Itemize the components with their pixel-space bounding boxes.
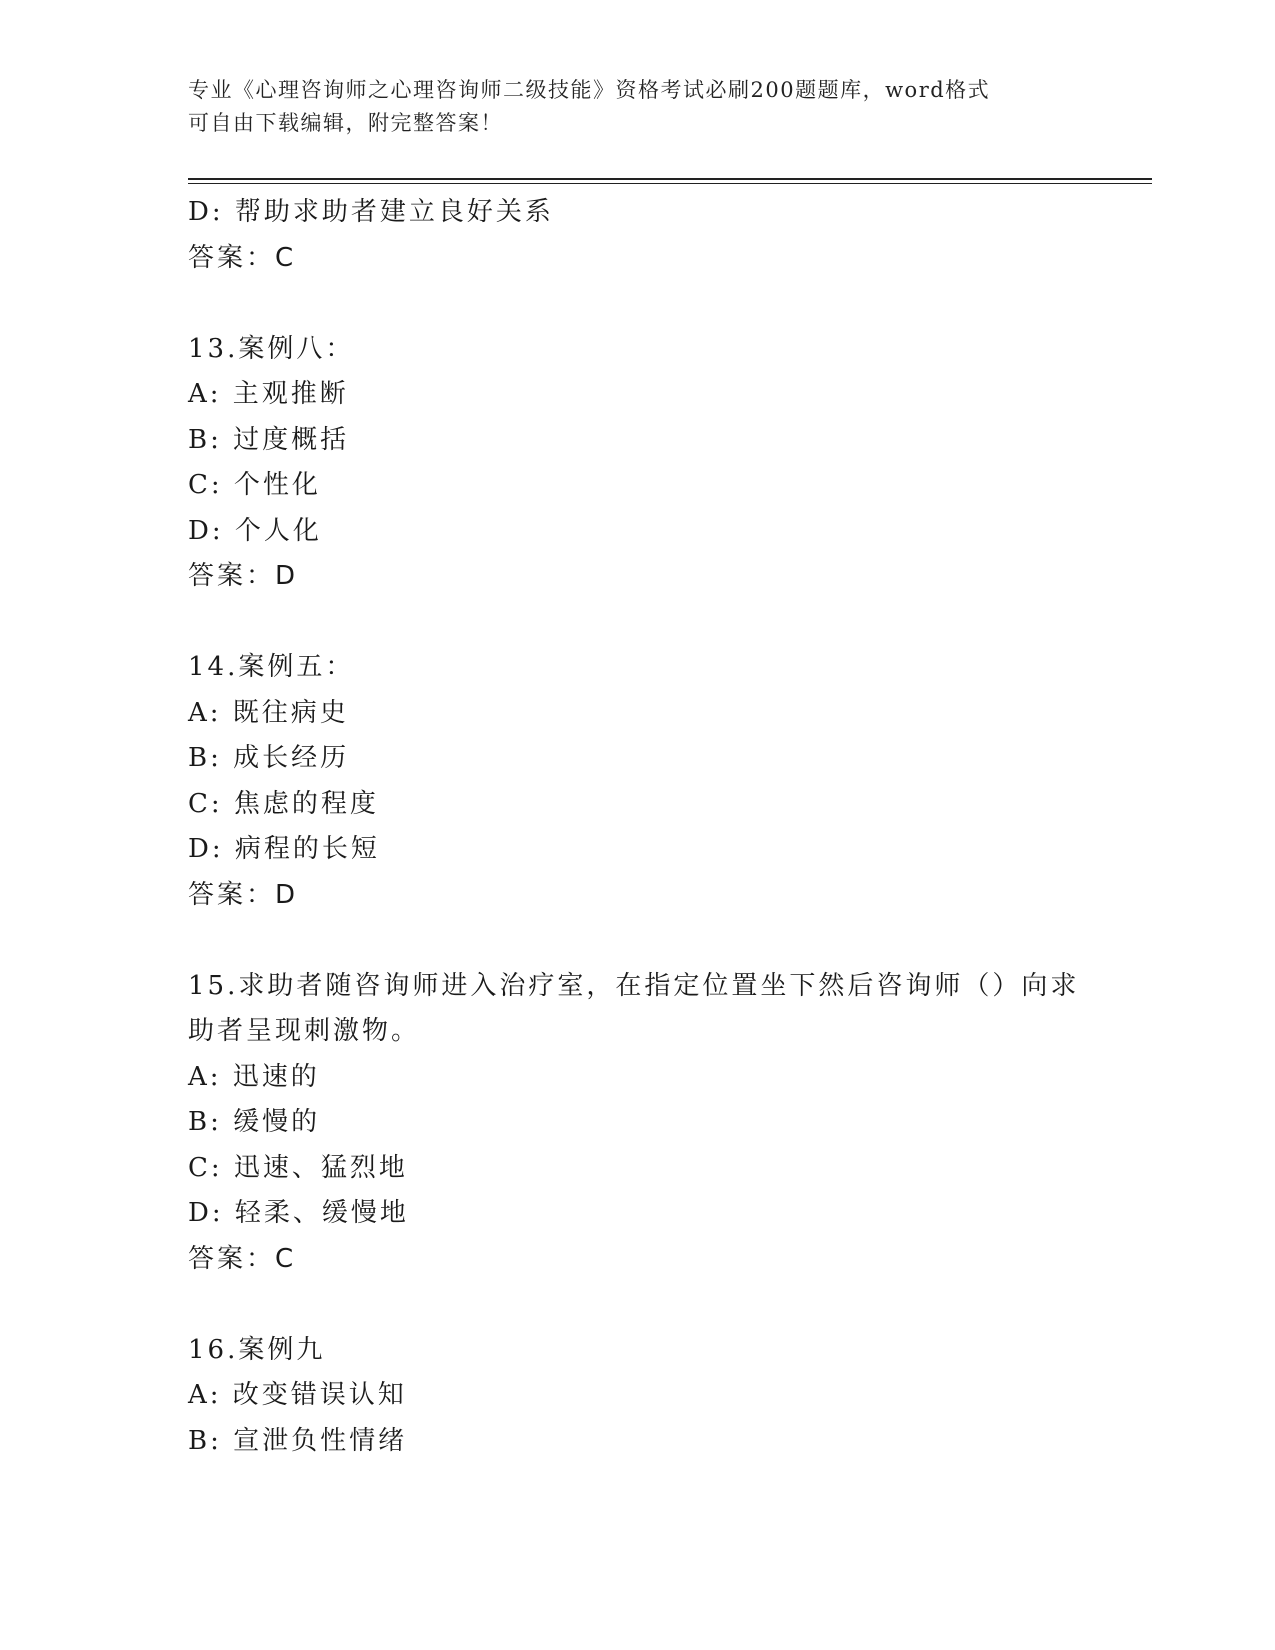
question-stem: 13.案例八： — [188, 333, 355, 364]
option-a: A: 主观推断 — [188, 379, 349, 409]
option-b: B: 缓慢的 — [188, 1107, 321, 1137]
question-stem-line-2: 助者呈现刺激物。 — [188, 1016, 421, 1046]
question-14 — [188, 645, 1088, 918]
option-c: C: 迅速、猛烈地 — [188, 1152, 408, 1183]
document-header — [188, 74, 1088, 140]
answer: 答案：C — [188, 1243, 297, 1274]
answer: 答案：D — [188, 561, 299, 591]
question-stem-line-1: 15.求助者随咨询师进入治疗室，在指定位置坐下然后咨询师（）向求 — [188, 970, 1080, 1001]
option-a: A: 改变错误认知 — [188, 1380, 407, 1410]
option-b: B: 过度概括 — [188, 424, 350, 455]
option-a: A: 迅速的 — [188, 1061, 320, 1092]
option-b: B: 成长经历 — [188, 743, 350, 773]
option-c: C: 个性化 — [188, 470, 321, 500]
question-16 — [188, 1328, 1088, 1465]
header-rule-thick — [188, 178, 1152, 180]
spacer — [188, 281, 1088, 327]
option-c: C: 焦虑的程度 — [188, 788, 379, 819]
option-d: D: 帮助求助者建立良好关系 — [188, 197, 554, 227]
header-rule-thin — [188, 183, 1152, 184]
answer: 答案：D — [188, 879, 299, 910]
answer: 答案：C — [188, 242, 297, 273]
option-a: A: 既往病史 — [188, 697, 349, 728]
question-list — [188, 190, 1088, 1464]
option-d: D: 轻柔、缓慢地 — [188, 1198, 409, 1228]
option-d: D: 个人化 — [188, 515, 322, 546]
option-d: D: 病程的长短 — [188, 834, 380, 864]
spacer — [188, 918, 1088, 964]
option-b: B: 宣泄负性情绪 — [188, 1425, 408, 1456]
header-line-1: 专业《心理咨询师之心理咨询师二级技能》资格考试必刷200题题库，word格式 — [188, 78, 991, 102]
question-stem: 14.案例五： — [188, 652, 355, 682]
question-15 — [188, 964, 1088, 1283]
question-stem: 16.案例九 — [188, 1334, 326, 1365]
question-13 — [188, 327, 1088, 600]
header-line-2: 可自由下载编辑，附完整答案！ — [188, 111, 503, 135]
spacer — [188, 600, 1088, 646]
spacer — [188, 1282, 1088, 1328]
